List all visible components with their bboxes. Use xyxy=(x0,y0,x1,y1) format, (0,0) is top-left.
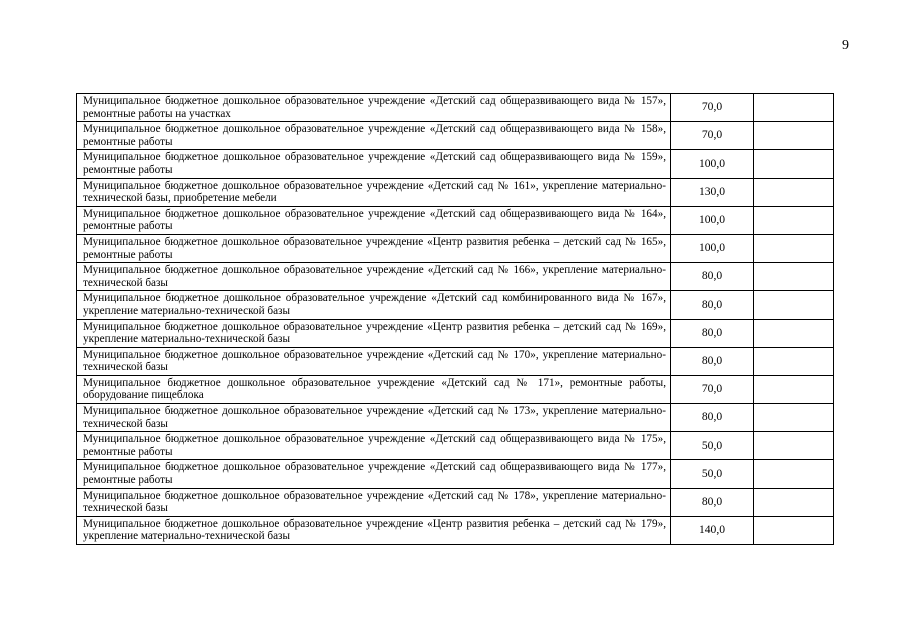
table-row xyxy=(77,404,834,432)
row-amount: 100,0 xyxy=(671,150,754,178)
funding-table xyxy=(76,93,834,545)
row-amount: 50,0 xyxy=(671,432,754,460)
table-row xyxy=(77,375,834,403)
row-extra xyxy=(754,404,834,432)
row-description: Муниципальное бюджетное дошкольное образовательное учреждение «Детский сад общеразвивающего вида № 164», ремонтные работы xyxy=(77,206,671,234)
table-row xyxy=(77,206,834,234)
table-row xyxy=(77,516,834,544)
row-extra xyxy=(754,206,834,234)
row-amount: 80,0 xyxy=(671,319,754,347)
row-extra xyxy=(754,94,834,122)
row-description: Муниципальное бюджетное дошкольное образовательное учреждение «Детский сад общеразвивающего вида № 157», ремонтные работы на участках xyxy=(77,94,671,122)
row-amount: 140,0 xyxy=(671,516,754,544)
row-description: Муниципальное бюджетное дошкольное образовательное учреждение «Детский сад комбинированного вида № 167», укрепление материально-технической базы xyxy=(77,291,671,319)
row-description: Муниципальное бюджетное дошкольное образовательное учреждение «Центр развития ребенка – детский сад № 169», укрепление материально-технической базы xyxy=(77,319,671,347)
table-row xyxy=(77,234,834,262)
table-row xyxy=(77,432,834,460)
row-amount: 80,0 xyxy=(671,347,754,375)
row-description: Муниципальное бюджетное дошкольное образовательное учреждение «Детский сад общеразвивающего вида № 159», ремонтные работы xyxy=(77,150,671,178)
row-description: Муниципальное бюджетное дошкольное образовательное учреждение «Детский сад № 171», ремонтные работы, оборудование пищеблока xyxy=(77,375,671,403)
row-description: Муниципальное бюджетное дошкольное образовательное учреждение «Детский сад № 161», укрепление материально-технической базы, приобретение мебели xyxy=(77,178,671,206)
row-amount: 100,0 xyxy=(671,206,754,234)
row-amount: 70,0 xyxy=(671,375,754,403)
row-extra xyxy=(754,263,834,291)
row-amount: 130,0 xyxy=(671,178,754,206)
row-description: Муниципальное бюджетное дошкольное образовательное учреждение «Детский сад № 166», укрепление материально-технической базы xyxy=(77,263,671,291)
row-extra xyxy=(754,319,834,347)
row-extra xyxy=(754,375,834,403)
row-extra xyxy=(754,516,834,544)
table-row xyxy=(77,263,834,291)
row-amount: 80,0 xyxy=(671,291,754,319)
table-row xyxy=(77,178,834,206)
row-amount: 70,0 xyxy=(671,94,754,122)
table-row xyxy=(77,122,834,150)
row-extra xyxy=(754,432,834,460)
row-amount: 80,0 xyxy=(671,263,754,291)
row-extra xyxy=(754,178,834,206)
row-amount: 80,0 xyxy=(671,488,754,516)
row-amount: 70,0 xyxy=(671,122,754,150)
table-row xyxy=(77,291,834,319)
row-extra xyxy=(754,122,834,150)
row-extra xyxy=(754,150,834,178)
row-extra xyxy=(754,234,834,262)
table-row xyxy=(77,319,834,347)
row-description: Муниципальное бюджетное дошкольное образовательное учреждение «Детский сад общеразвивающего вида № 175», ремонтные работы xyxy=(77,432,671,460)
row-description: Муниципальное бюджетное дошкольное образовательное учреждение «Детский сад общеразвивающего вида № 158», ремонтные работы xyxy=(77,122,671,150)
row-amount: 80,0 xyxy=(671,404,754,432)
table-row xyxy=(77,150,834,178)
row-extra xyxy=(754,347,834,375)
table-row xyxy=(77,347,834,375)
row-amount: 100,0 xyxy=(671,234,754,262)
row-description: Муниципальное бюджетное дошкольное образовательное учреждение «Детский сад общеразвивающего вида № 177», ремонтные работы xyxy=(77,460,671,488)
row-description: Муниципальное бюджетное дошкольное образовательное учреждение «Детский сад № 170», укрепление материально-технической базы xyxy=(77,347,671,375)
row-extra xyxy=(754,488,834,516)
row-description: Муниципальное бюджетное дошкольное образовательное учреждение «Детский сад № 173», укрепление материально-технической базы xyxy=(77,404,671,432)
row-extra xyxy=(754,291,834,319)
table-row xyxy=(77,460,834,488)
table-row xyxy=(77,488,834,516)
row-amount: 50,0 xyxy=(671,460,754,488)
table-row xyxy=(77,94,834,122)
row-description: Муниципальное бюджетное дошкольное образовательное учреждение «Центр развития ребенка – детский сад № 165», ремонтные работы xyxy=(77,234,671,262)
row-description: Муниципальное бюджетное дошкольное образовательное учреждение «Детский сад № 178», укрепление материально-технической базы xyxy=(77,488,671,516)
row-description: Муниципальное бюджетное дошкольное образовательное учреждение «Центр развития ребенка – детский сад № 179», укрепление материально-технической базы xyxy=(77,516,671,544)
page-number: 9 xyxy=(842,38,849,53)
row-extra xyxy=(754,460,834,488)
